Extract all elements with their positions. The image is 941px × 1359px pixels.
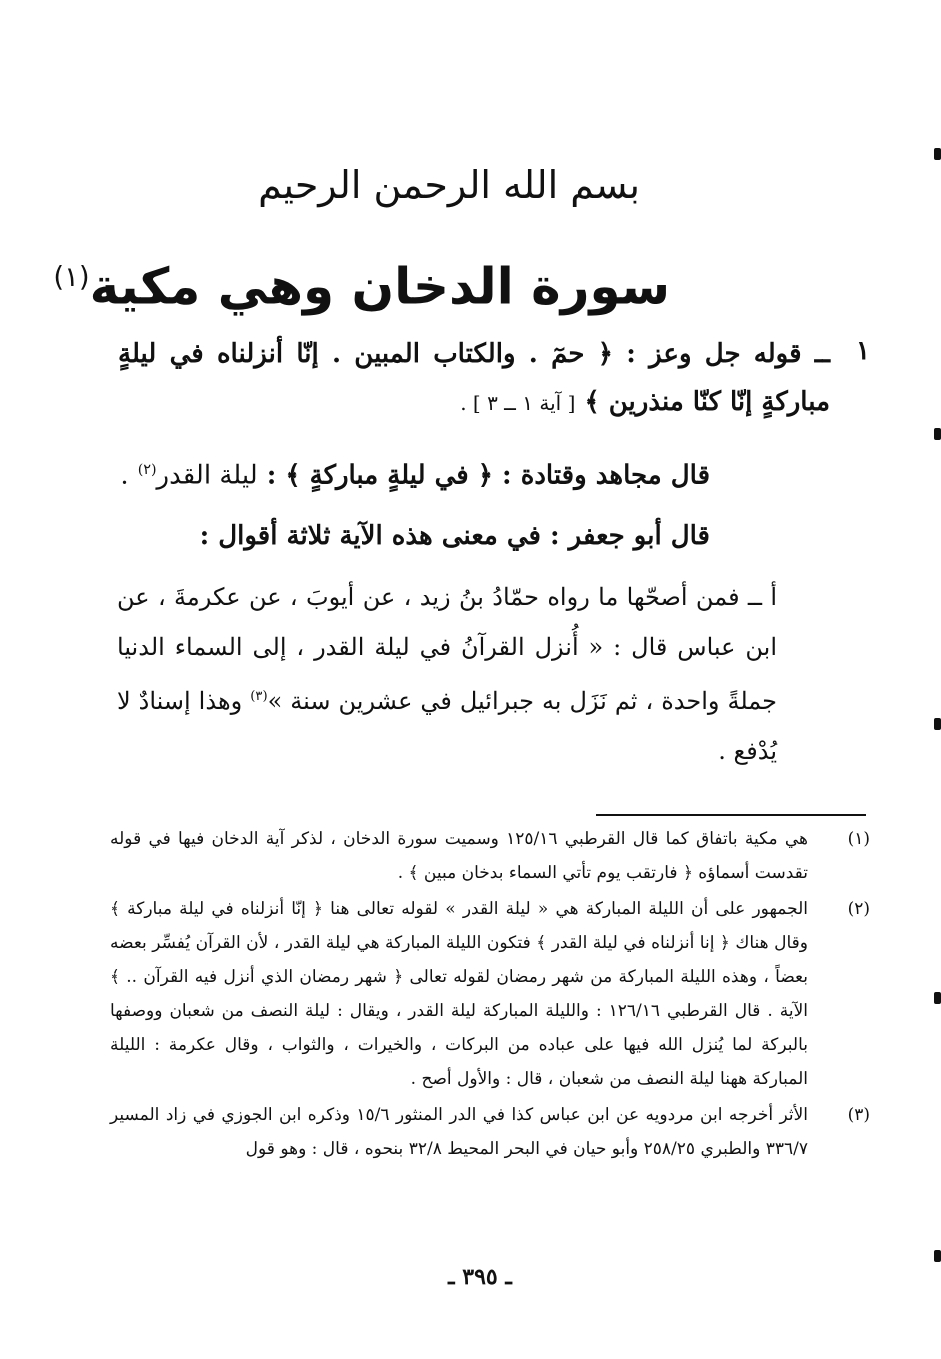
body-text-1: أ ــ فمن أصحّها ما رواه حمّادُ بنُ زيد ، عن أيوبَ ، عن عكرمةَ ، عن ابن عباس قال : « أُنزل القرآنُ في ليلة القدر ، إلى السماء الدنيا جملةً واحدة ، ثم نَزَل به جبرائيل في عشرين سنة » — [117, 583, 777, 715]
verse-reference: [ آية ١ ــ ٣ ] . — [460, 391, 576, 415]
verse-text — [118, 330, 830, 427]
surah-title — [53, 232, 670, 322]
footnote-3 — [110, 1098, 870, 1166]
page-number: ـ ٣٩٥ ـ — [448, 1264, 512, 1290]
scan-edge-mark — [934, 1250, 941, 1262]
footnote-1 — [110, 822, 870, 890]
mujahid-paragraph — [110, 446, 710, 500]
basmala-heading: بسم الله الرحمن الرحيم — [258, 163, 640, 207]
body-footnote-ref: (٣) — [250, 689, 268, 704]
footnote-text: هي مكية باتفاق كما قال القرطبي ١٢٥/١٦ وسميت سورة الدخان ، لذكر آية الدخان فيها في قوله تقدست أسماؤه ﴿ فارتقب يوم تأتي السماء بدخان مبين ﴾ . — [110, 829, 808, 883]
body-paragraph — [117, 572, 777, 776]
footnote-divider — [596, 814, 866, 816]
footnote-text: الأثر أخرجه ابن مردويه عن ابن عباس كذا في الدر المنثور ١٥/٦ وذكره ابن الجوزي في زاد المسير ٣٣٦/٧ والطبري ٢٥٨/٢٥ وأبو حيان في البحر المحيط ٣٢/٨ بنحوه ، قال : وهو قول — [110, 1105, 809, 1159]
verse-quote: ــ قوله جل وعز : ﴿ حمٓ . والكتاب المبين . إنّا أنزلناه في ليلةٍ مباركةٍ إنّا كنّا منذرين ﴾ — [118, 339, 830, 417]
scan-edge-mark — [934, 148, 941, 160]
body-text-2: وهذا إسنادٌ لا يُدْفع . — [117, 687, 777, 765]
scan-edge-mark — [934, 992, 941, 1004]
surah-title-text: سورة الدخان وهي مكية — [89, 257, 670, 316]
abujafar-paragraph: قال أبو جعفر : في معنى هذه الآية ثلاثة أقوال : — [199, 521, 710, 551]
footnote-number: (٣) — [847, 1105, 870, 1125]
mujahid-meaning: ليلة القدر — [156, 460, 258, 491]
footnotes — [110, 822, 870, 1168]
mujahid-footnote-ref: (٢) — [137, 462, 157, 478]
footnote-2 — [110, 892, 870, 1096]
mujahid-end: . — [120, 460, 129, 491]
footnote-text: الجمهور على أن الليلة المباركة هي « ليلة القدر » لقوله تعالى هنا ﴿ إنّا أنزلناه في ليلة مباركة ﴾ وقال هناك ﴿ إنا أنزلناه في ليلة القدر ﴾ فتكون الليلة المباركة هي ليلة القدر ، لأن القرآن يُفسِّر بعضه بعضاً ، وهذه الليلة المباركة من شهر رمضان لقوله تعالى ﴿ شهر رمضان الذي أنزل فيه القرآن .. ﴾ الآية . قال القرطبي ١٢٦/١٦ : والليلة المباركة ليلة القدر ، ويقال : ليلة النصف من شعبان ووصفها بالبركة لما يُنزل الله فيها على عباده من البركات ، والخيرات ، والثواب ، وقال عكرمة : الليلة المباركة ههنا ليلة النصف من شعبان ، قال : والأول أصح . — [110, 899, 808, 1089]
footnote-number: (١) — [847, 829, 870, 849]
footnote-number: (٢) — [847, 899, 870, 919]
surah-title-footnote-ref: (١) — [53, 261, 90, 293]
verse-number: ١ — [856, 336, 870, 366]
scan-edge-mark — [934, 428, 941, 440]
mujahid-lead: قال مجاهد وقتادة : ﴿ في ليلةٍ مباركةٍ ﴾ : — [266, 460, 710, 491]
scan-edge-mark — [934, 718, 941, 730]
